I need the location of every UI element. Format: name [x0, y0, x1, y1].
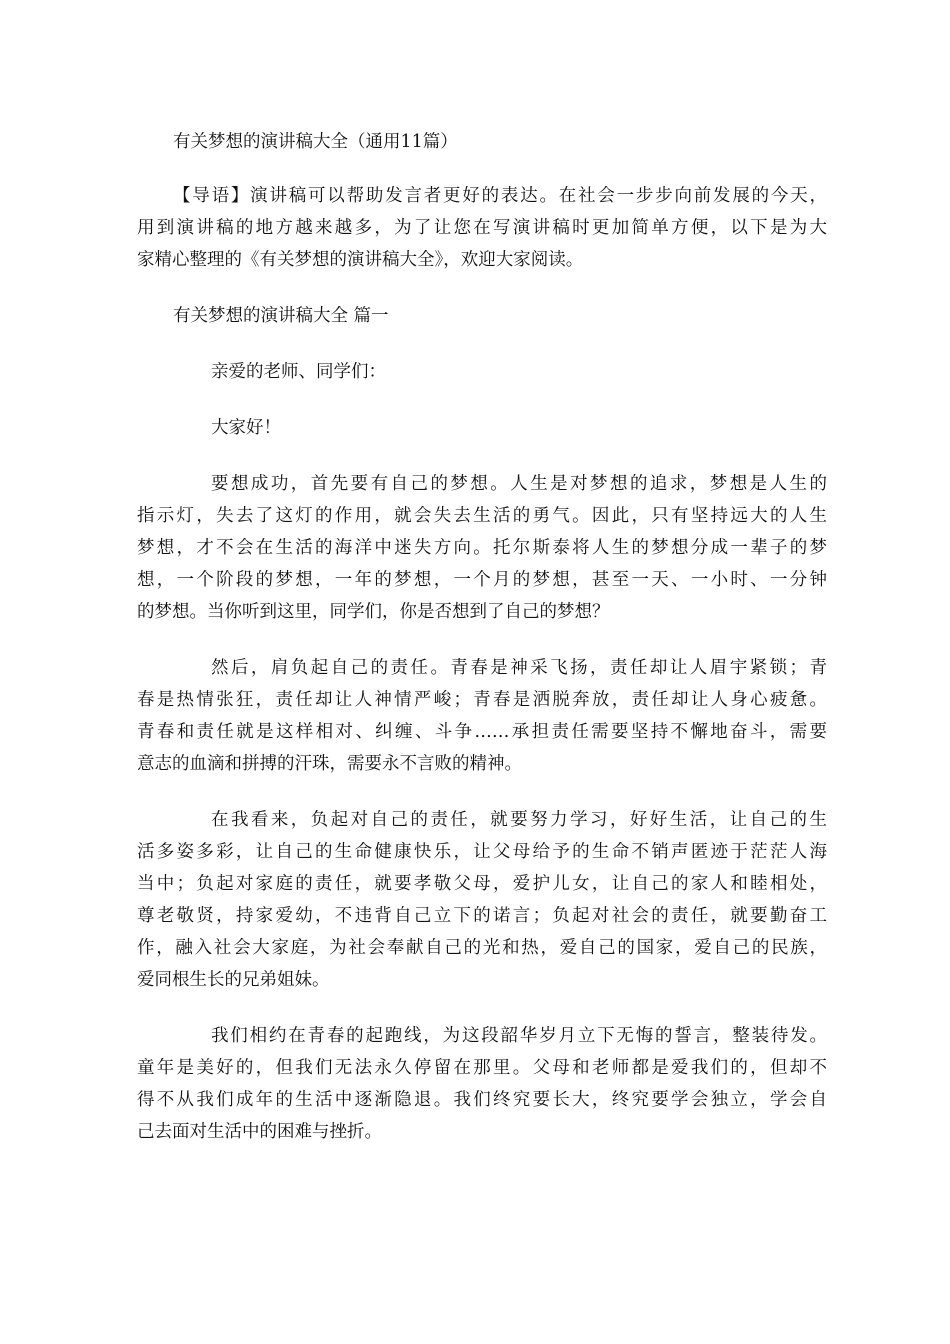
paragraph-line: 意志的血滴和拼搏的汗珠，需要永不言败的精神。	[137, 754, 522, 774]
paragraph-line: 春是热情张狂，责任却让人神情严峻；青春是洒脱奔放，责任却让人身心疲惫。	[137, 690, 827, 710]
intro-line: 家精心整理的《有关梦想的演讲稿大全》，欢迎大家阅读。	[137, 250, 584, 270]
paragraph-line: 然后，肩负起自己的责任。青春是神采飞扬，责任却让人眉宇紧锁；青	[211, 658, 827, 678]
intro-line: 【导语】演讲稿可以帮助发言者更好的表达。在社会一步步向前发展的今天，	[173, 186, 827, 206]
paragraph-line: 我们相约在青春的起跑线，为这段韶华岁月立下无悔的誓言，整装待发。	[211, 1026, 827, 1046]
paragraph-line: 指示灯，失去了这灯的作用，就会失去生活的勇气。因此，只有坚持远大的人生	[137, 506, 827, 526]
paragraph-line: 在我看来，负起对自己的责任，就要努力学习，好好生活，让自己的生	[211, 810, 827, 830]
paragraph-line: 尊老敬贤，持家爱幼，不违背自己立下的诺言；负起对社会的责任，就要勤奋工	[137, 906, 827, 926]
document-page	[137, 126, 827, 1172]
intro-line: 用到演讲稿的地方越来越多，为了让您在写演讲稿时更加简单方便，以下是为大	[137, 218, 827, 238]
body-paragraph-2	[137, 652, 827, 780]
body-paragraph-3	[137, 804, 827, 996]
paragraph-line: 作，融入社会大家庭，为社会奉献自己的光和热，爱自己的国家，爱自己的民族，	[137, 938, 827, 958]
intro-paragraph	[137, 180, 827, 276]
paragraph-line: 想，一个阶段的梦想，一年的梦想，一个月的梦想，甚至一天、一小时、一分钟	[137, 570, 827, 590]
body-paragraph-4	[137, 1020, 827, 1148]
body-paragraph-1	[137, 468, 827, 628]
paragraph-line: 的梦想。当你听到这里，同学们，你是否想到了自己的梦想？	[137, 602, 610, 622]
paragraph-line: 要想成功，首先要有自己的梦想。人生是对梦想的追求，梦想是人生的	[211, 474, 827, 494]
document-title: 有关梦想的演讲稿大全（通用11篇）	[173, 132, 458, 152]
paragraph-line: 童年是美好的，但我们无法永久停留在那里。父母和老师都是爱我们的，但却不	[137, 1058, 827, 1078]
greeting: 大家好！	[211, 418, 281, 438]
salutation: 亲爱的老师、同学们：	[211, 362, 386, 382]
paragraph-line: 爱同根生长的兄弟姐妹。	[137, 970, 330, 990]
paragraph-line: 青春和责任就是这样相对、纠缠、斗争……承担责任需要坚持不懈地奋斗，需要	[137, 722, 827, 742]
paragraph-line: 己去面对生活中的困难与挫折。	[137, 1122, 382, 1142]
paragraph-line: 梦想，才不会在生活的海洋中迷失方向。托尔斯泰将人生的梦想分成一辈子的梦	[137, 538, 827, 558]
section-title: 有关梦想的演讲稿大全 篇一	[173, 306, 389, 326]
paragraph-line: 当中；负起对家庭的责任，就要孝敬父母，爱护儿女，让自己的家人和睦相处，	[137, 874, 827, 894]
paragraph-line: 得不从我们成年的生活中逐渐隐退。我们终究要长大，终究要学会独立，学会自	[137, 1090, 827, 1110]
paragraph-line: 活多姿多彩，让自己的生命健康快乐，让父母给予的生命不销声匿迹于茫茫人海	[137, 842, 827, 862]
